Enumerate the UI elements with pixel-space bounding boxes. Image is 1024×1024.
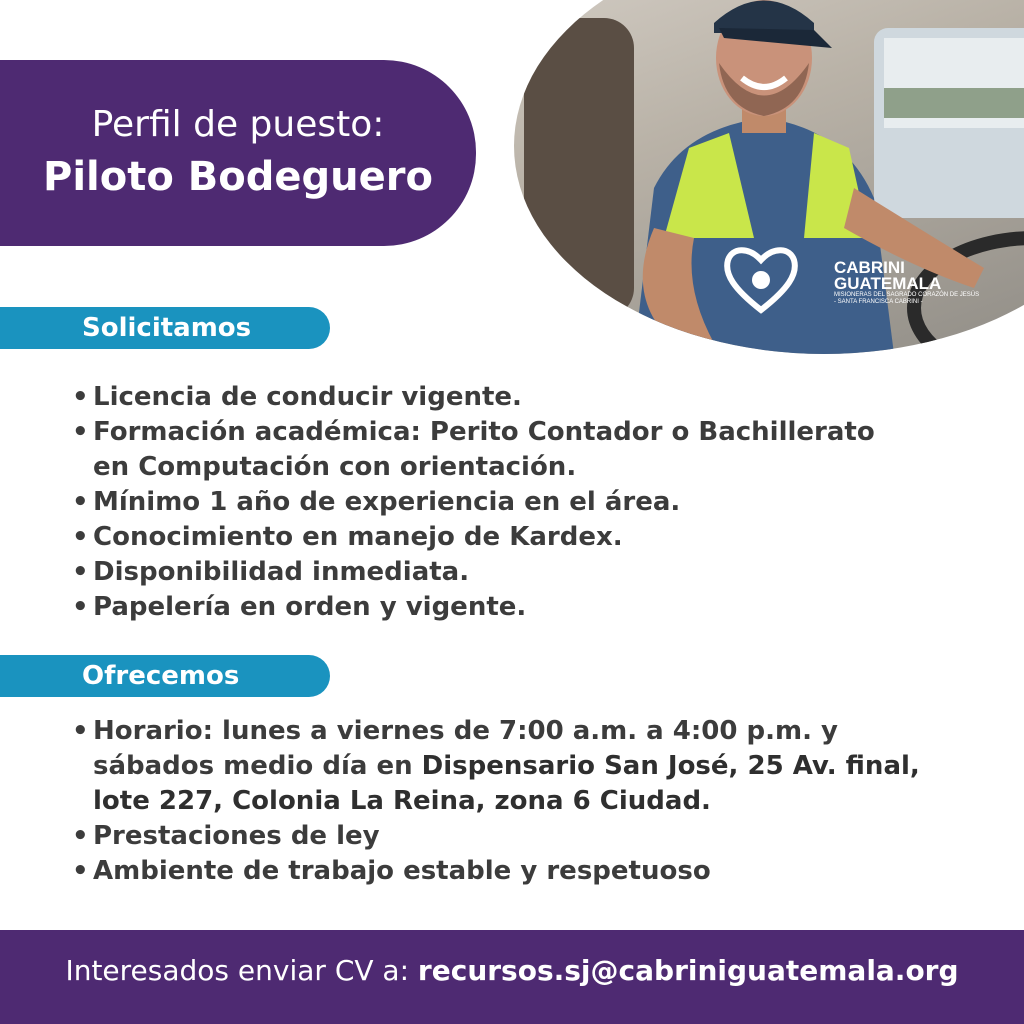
list-item: • Disponibilidad inmediata. <box>72 555 892 590</box>
horario-text: Horario: lunes a viernes de 7:00 a.m. a 4:00 p.m. y sábados medio día en <box>93 716 838 781</box>
section-heading-ofrecemos <box>0 655 330 697</box>
cabrini-heart-logo-icon <box>724 244 798 314</box>
logo-text <box>834 260 979 306</box>
footer-text <box>0 954 1024 987</box>
list-item: • Ambiente de trabajo estable y respetuoso <box>72 854 962 889</box>
section-heading-label: Solicitamos <box>82 313 252 343</box>
list-item: • Conocimiento en manejo de Kardex. <box>72 520 892 555</box>
section-heading-solicitamos <box>0 307 330 349</box>
contact-email-link[interactable]: recursos.sj@cabriniguatemala.org <box>417 954 959 987</box>
section-heading-label: Ofrecemos <box>82 661 240 691</box>
list-item: • Mínimo 1 año de experiencia en el área. <box>72 485 892 520</box>
list-item-horario <box>72 714 953 819</box>
solicitamos-list <box>72 380 892 625</box>
logo-tagline2: - SANTA FRANCISCA CABRINI - <box>834 299 923 305</box>
ofrecemos-list <box>72 714 962 889</box>
list-item: • Papelería en orden y vigente. <box>72 590 892 625</box>
title-panel <box>0 60 476 246</box>
driver-photo <box>514 0 1024 354</box>
footer-bar <box>0 930 1024 1024</box>
logo-name: CABRINI <box>834 258 905 277</box>
page-subtitle: Perfil de puesto: <box>91 104 385 145</box>
list-item: • Prestaciones de ley <box>72 819 962 854</box>
list-item: • Formación académica: Perito Contador o Bachillerato en Computación con orientación. <box>72 415 893 485</box>
logo-tagline1: MISIONERAS DEL SAGRADO CORAZÓN DE JESÚS <box>834 292 980 298</box>
horario-location: Dispensario San José, 25 Av. final, lote 227, Colonia La Reina, zona 6 Ciudad. <box>93 751 920 816</box>
list-item: • Licencia de conducir vigente. <box>72 380 892 415</box>
page-title: Piloto Bodeguero <box>43 154 433 200</box>
footer-prefix: Interesados enviar CV a: <box>65 954 410 987</box>
logo-name2: GUATEMALA <box>834 274 942 293</box>
